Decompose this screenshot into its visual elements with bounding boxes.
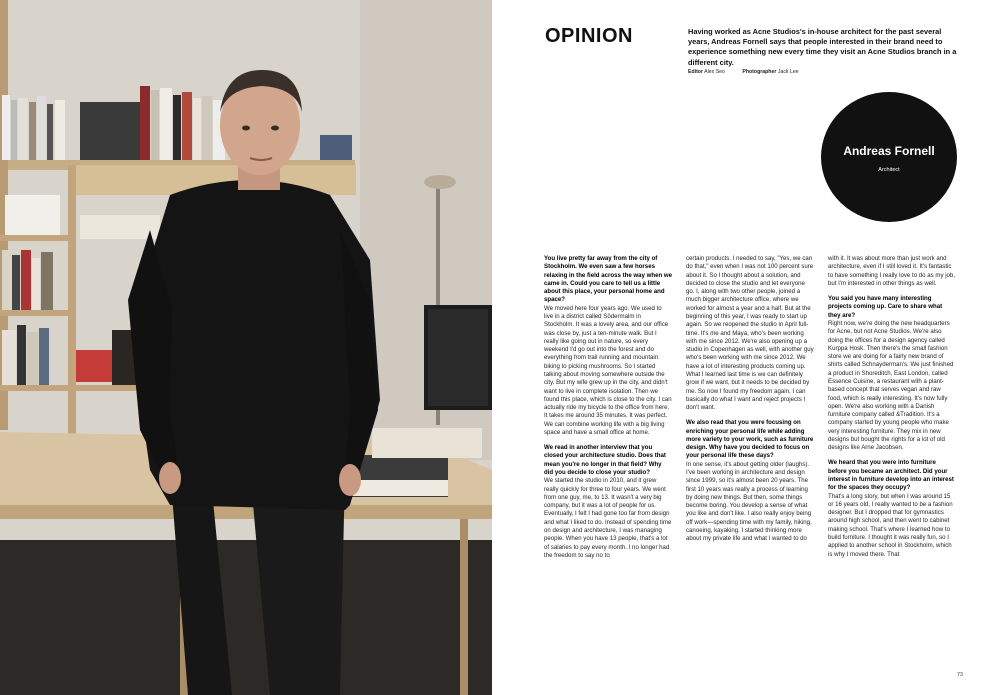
intro-deck: Having worked as Acne Studios's in-house architect for the past several years, Andreas Fornell says that people interested in their brand need to experience something new every time they visit an Acne Studios branch in a different city. [688, 27, 957, 67]
interview-answer: That's a long story, but when I was around 15 or 16 years old, I really wanted to be a fashion designer. But I dropped that for gymnastics around high school, and then went to cabinet making school. That's where I learned how to build furniture. I thought it was really fun, so I applied to another school in Stockholm, which is why I moved there. That [828, 492, 953, 558]
article-column-1 [544, 255, 672, 560]
article-column-3 [828, 255, 956, 559]
section-title: OPINION [545, 25, 633, 47]
portrait-photo [0, 0, 492, 695]
photographer-name: Jack Lee [777, 69, 799, 75]
interview-question: You live pretty far away from the city of Stockholm. We even saw a few horses relaxing in the field across the way when we came in. Could you care to tell us a little about this place, your personal home and space? [544, 255, 673, 304]
editor-name: Alex Seo [704, 69, 725, 75]
interview-answer: In one sense, it's about getting older (laughs). I've been working in architecture and design since 1999, so it's almost been 20 years. The first 10 years was really a process of learning by doing new things. But then, some things become boring. You develop a sense of what you like and don't like. I also really enjoy being off work—spending time with my family, hiking, canoeing, kayaking. I started thinking more about my private life and what I wanted to do [686, 460, 812, 543]
interview-answer: We moved here four years ago. We used to live in a district called Södermalm in Stockholm. It was a lovely area, and our office was close by, just a ten-minute walk. But I really like going out in nature, so every weekend I'd go out into the forest and do everything from trail running and mountain biking to picking mushrooms. So I started talking about moving somewhere outside the city. But my wife grew up in the city, and didn't want to live in complete isolation. Then we found this place, which is close to the city. I can actually ride my bicycle to the office from here. It takes me around 35 minutes. It was perfect. We can combine working life with a big living space and have a small office at home. [544, 304, 672, 436]
page-number: 73 [956, 672, 963, 678]
interview-answer: with it. It was about more than just work and architecture, even if I still loved it. It's fantastic to have something I really love to do as my job, but I'm interested in other things as well. [828, 255, 956, 287]
article-page [492, 0, 985, 695]
article-column-2 [686, 255, 814, 544]
profile-role: Architect [878, 167, 900, 173]
profile-name: Andreas Fornell [843, 144, 935, 158]
credits [688, 69, 815, 75]
portrait-illustration [0, 0, 492, 695]
photographer-credit [742, 69, 806, 75]
interview-question: We heard that you were into furniture before you became an architect. Did your interest in furniture develop into an interest for the spaces they occupy? [828, 459, 954, 492]
profile-circle [821, 92, 957, 222]
paragraph-gap [828, 288, 956, 295]
editor-credit [688, 69, 733, 75]
interview-answer: certain products. I needed to say, "Yes, we can do that," even when I was not 100 percent sure about it. So I thought about a solution, and decided to close the studio and let everyone go. I, along with two other people, joined a much bigger architecture office, where we worked for almost a year and a half. But at the beginning of this year, I was ready to start up again. So we reopened the studio in April full-time. It's me and Maya, who's been working with me since 2012. We're also opening up a studio in Copenhagen as well, with another guy who's been working with me since 2012. We have a lot of interesting products coming up. What I learned last time is we can definitely grow if we want, but it needs to be decided by me. So now I found my freedom again. I can basically do what I want and reject projects I don't want. [686, 255, 814, 412]
interview-question: You said you have many interesting projects coming up. Care to share what they are? [828, 295, 943, 319]
interview-question: We also read that you were focusing on enriching your personal life while adding more variety to your work, such as furniture design. Why have you decided to focus on your personal life these days? [686, 419, 814, 460]
interview-answer: We started the studio in 2010, and it grew really quickly for three to four years. We went from one guy, me, to 13. It wasn't a very big company, but it was a lot of people for us. Eventually, I felt I had gone too far from design and what I liked to do. Instead of spending time on design and architecture, I was managing people. When you have 13 people, that's a lot of salaries to pay every month. I no longer had the freedom to say no to [544, 477, 672, 559]
paragraph-gap [686, 412, 814, 419]
photographer-label: Photographer [742, 69, 777, 75]
interview-answer: Right now, we're doing the new headquarters for Acne, but not Acne Studios. We're also doing the offices for a design agency called Kurppa Hosk. Then there's the small fashion store we are doing for a fairly new brand of shirts called Schnayderman's. We just finished a product in Shoreditch, East London, called Essence Cuisine, a restaurant with a plant-based concept that serves vegan and raw food, which is really interesting. It's now fully open. We're also working with a Danish furniture company called &Tradition. It's a company started by young people who make very interesting furniture. They mix in new designs but bought the rights for a lot of old designs like Arne Jacobsen. [828, 319, 954, 452]
interview-question: We read in another interview that you closed your architecture studio. Does that mean you're no longer in that field? Why did you decide to close your studio? [544, 444, 666, 477]
paragraph-gap [828, 452, 956, 459]
paragraph-gap [544, 437, 672, 444]
editor-label: Editor [688, 69, 703, 75]
monitor [424, 305, 492, 410]
